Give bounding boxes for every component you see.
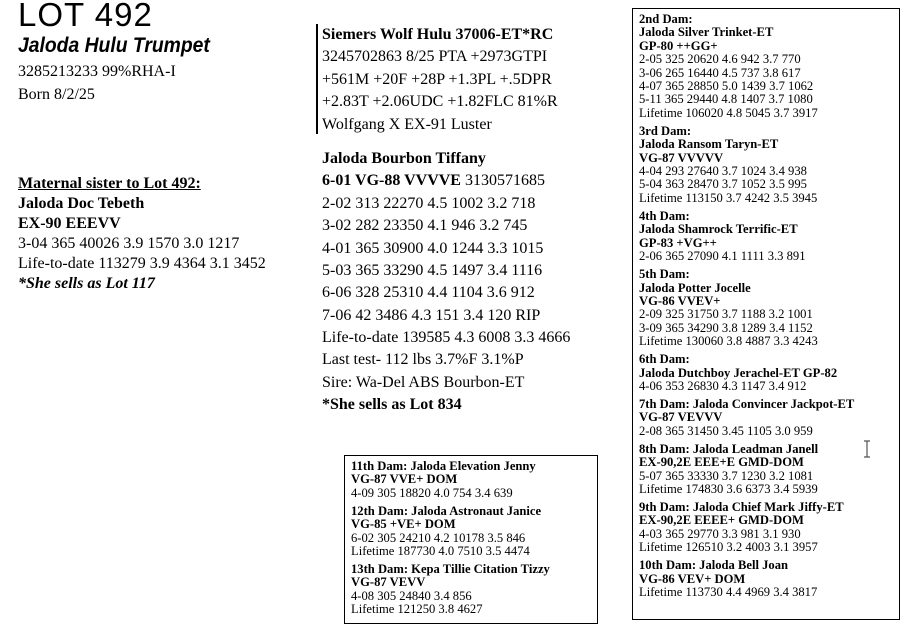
- dam-sire: Sire: Wa-Del ABS Bourbon-ET: [322, 373, 525, 391]
- ancestor-dam-record: Lifetime 121250 3.8 4627: [351, 602, 483, 617]
- animal-registration: 3285213233 99%RHA-I: [18, 63, 176, 80]
- ancestor-dam-record: 4-06 353 26830 4.3 1147 3.4 912: [639, 378, 807, 393]
- sister-record-line: Life-to-date 113279 3.9 4364 3.1 3452: [18, 255, 266, 272]
- ancestor-dam-record: Lifetime 126510 3.2 4003 3.1 3957: [639, 540, 818, 555]
- ancestor-dam-classification: VG-86 VVEV+: [639, 293, 721, 308]
- ancestor-dam-record: Lifetime 174830 3.6 6373 3.4 5939: [639, 481, 818, 496]
- ancestor-dam-record: Lifetime 113730 4.4 4969 3.4 3817: [639, 585, 818, 599]
- ancestor-dam-title: 7th Dam: Jaloda Convincer Jackpot-ET: [639, 396, 855, 411]
- ancestor-dam-record: 5-11 365 29440 4.8 1407 3.7 1080: [639, 92, 813, 107]
- ancestor-dam-title: 13th Dam: Kepa Tillie Citation Tizzy: [351, 562, 550, 577]
- sire-divider-rule: [316, 24, 318, 134]
- ancestor-dam-block: [639, 559, 899, 599]
- ancestor-dam-name: Jaloda Potter Jocelle: [639, 280, 751, 295]
- ancestor-dam-record: 5-04 363 28470 3.7 1052 3.5 995: [639, 177, 807, 192]
- ancestor-dam-block: [351, 563, 597, 617]
- sire-info-line: Wolfgang X EX-91 Luster: [322, 115, 492, 133]
- ancestor-dam-record: 4-03 365 29770 3.3 981 3.1 930: [639, 526, 801, 541]
- lot-number: LOT 492: [18, 0, 153, 33]
- sire-info-line: 3245702863 8/25 PTA +2973GTPI: [322, 48, 548, 66]
- dam-record-line: 4-01 365 30900 4.0 1244 3.3 1015: [322, 239, 544, 257]
- dam-record-line: 2-02 313 22270 4.5 1002 3.2 718: [322, 194, 536, 212]
- pedigree-box-bottom: [344, 455, 598, 624]
- ancestor-dam-title: 2nd Dam:: [639, 12, 693, 26]
- ancestor-dam-classification: VG-85 +VE+ DOM: [351, 517, 456, 532]
- maternal-sister-section: [18, 174, 266, 294]
- dam-lifetime-line: Life-to-date 139585 4.3 6008 3.3 4666: [322, 329, 571, 347]
- dam-record-line: 6-06 328 25310 4.4 1104 3.6 912: [322, 284, 535, 302]
- ancestor-dam-block: [639, 443, 899, 497]
- ancestor-dam-record: 2-08 365 31450 3.45 1105 3.0 959: [639, 423, 813, 438]
- ancestor-dam-title: 6th Dam:: [639, 352, 690, 367]
- sire-info-line: +561M +20F +28P +1.3PL +.5DPR: [322, 70, 552, 88]
- pedigree-box-right: [632, 8, 900, 620]
- sister-sells-note: *She sells as Lot 117: [18, 275, 155, 292]
- ancestor-dam-block: [639, 13, 899, 120]
- ancestor-dam-record: 3-06 265 16440 4.5 737 3.8 617: [639, 65, 801, 80]
- ancestor-dam-record: 4-09 305 18820 4.0 754 3.4 639: [351, 485, 513, 500]
- ancestor-dam-block: [639, 501, 899, 555]
- ancestor-dam-name: Jaloda Shamrock Terrific-ET: [639, 222, 798, 237]
- ancestor-dam-block: [639, 398, 899, 438]
- ancestor-dam-record: 6-02 305 24210 4.2 10178 3.5 846: [351, 530, 526, 545]
- ancestor-dam-title: 10th Dam: Jaloda Bell Joan: [639, 558, 789, 573]
- dam-classification-line: [322, 170, 570, 192]
- sister-name: Jaloda Doc Tebeth: [18, 195, 145, 212]
- dam-record-line: 5-03 365 33290 4.5 1497 3.4 1116: [322, 261, 543, 279]
- animal-birth-date: Born 8/2/25: [18, 86, 95, 103]
- ancestor-dam-record: 4-07 365 28850 5.0 1439 3.7 1062: [639, 79, 814, 94]
- ancestor-dam-classification: EX-90,2E EEEE+ GMD-DOM: [639, 513, 804, 528]
- ancestor-dam-classification: GP-83 +VG++: [639, 235, 717, 250]
- ancestor-dam-record: 5-07 365 33330 3.7 1230 3.2 1081: [639, 468, 814, 483]
- sister-record-line: 3-04 365 40026 3.9 1570 3.0 1217: [18, 235, 240, 252]
- ancestor-dam-title: 12th Dam: Jaloda Astronaut Janice: [351, 503, 542, 518]
- ancestor-dam-classification: VG-87 VVE+ DOM: [351, 472, 458, 487]
- ancestor-dam-title: 8th Dam: Jaloda Leadman Janell: [639, 441, 819, 456]
- ancestor-dam-block: [639, 268, 899, 348]
- ancestor-dam-record: Lifetime 113150 3.7 4242 3.5 3945: [639, 190, 818, 205]
- ancestor-dam-record: 4-08 305 24840 3.4 856: [351, 588, 472, 603]
- ancestor-dam-record: 4-04 293 27640 3.7 1024 3.4 938: [639, 164, 807, 179]
- ancestor-dam-name: Jaloda Dutchboy Jerachel-ET GP-82: [639, 365, 838, 380]
- ancestor-dam-name: Jaloda Ransom Taryn-ET: [639, 137, 779, 152]
- section-gap: [322, 136, 570, 148]
- dam-name: Jaloda Bourbon Tiffany: [322, 149, 486, 167]
- ancestor-dam-block: [639, 353, 899, 393]
- ancestor-dam-title: 9th Dam: Jaloda Chief Mark Jiffy-ET: [639, 499, 844, 514]
- ancestor-dam-record: 2-06 365 27090 4.1 1111 3.3 891: [639, 249, 806, 264]
- ancestor-dam-record: Lifetime 106020 4.8 5045 3.7 3917: [639, 105, 818, 120]
- ancestor-dam-title: 11th Dam: Jaloda Elevation Jenny: [351, 459, 536, 473]
- ancestor-dam-classification: GP-80 ++GG+: [639, 38, 718, 53]
- ancestor-dam-classification: VG-87 VEVVV: [639, 410, 723, 425]
- dam-record-line: 3-02 282 23350 4.1 946 3.2 745: [322, 217, 528, 235]
- dam-record-line: 7-06 42 3486 4.3 151 3.4 120 RIP: [322, 306, 541, 324]
- dam-last-test: Last test- 112 lbs 3.7%F 3.1%P: [322, 351, 524, 369]
- dam-registration: 3130571685: [460, 172, 545, 190]
- sister-heading: Maternal sister to Lot 492:: [18, 175, 201, 192]
- ancestor-dam-record: Lifetime 130060 3.8 4887 3.3 4243: [639, 334, 818, 349]
- text-cursor-icon: [862, 440, 872, 458]
- ancestor-dam-classification: VG-87 VEVV: [351, 575, 426, 590]
- animal-name: Jaloda Hulu Trumpet: [18, 34, 210, 57]
- sire-name: Siemers Wolf Hulu 37006-ET*RC: [322, 26, 554, 43]
- sire-dam-section: [322, 24, 570, 417]
- ancestor-dam-title: 3rd Dam:: [639, 123, 692, 138]
- ancestor-dam-classification: VG-87 VVVVV: [639, 150, 724, 165]
- ancestor-dam-record: 3-09 365 34290 3.8 1289 3.4 1152: [639, 320, 813, 335]
- ancestor-dam-classification: EX-90,2E EEE+E GMD-DOM: [639, 455, 804, 470]
- ancestor-dam-classification: VG-86 VEV+ DOM: [639, 571, 746, 586]
- ancestor-dam-name: Jaloda Silver Trinket-ET: [639, 25, 774, 40]
- ancestor-dam-block: [639, 210, 899, 264]
- ancestor-dam-title: 5th Dam:: [639, 267, 690, 282]
- ancestor-dam-record: 2-05 325 20620 4.6 942 3.7 770: [639, 52, 801, 67]
- ancestor-dam-block: [639, 125, 899, 205]
- dam-classification: 6-01 VG-88 VVVVE: [322, 172, 461, 190]
- ancestor-dam-block: [351, 505, 597, 559]
- sire-info-line: +2.83T +2.06UDC +1.82FLC 81%R: [322, 93, 558, 111]
- ancestor-dam-title: 4th Dam:: [639, 208, 690, 223]
- sister-classification: EX-90 EEEVV: [18, 215, 121, 232]
- ancestor-dam-block: [351, 460, 597, 500]
- ancestor-dam-record: Lifetime 187730 4.0 7510 3.5 4474: [351, 544, 530, 559]
- ancestor-dam-record: 2-09 325 31750 3.7 1188 3.2 1001: [639, 307, 813, 322]
- dam-sells-note: *She sells as Lot 834: [322, 396, 462, 414]
